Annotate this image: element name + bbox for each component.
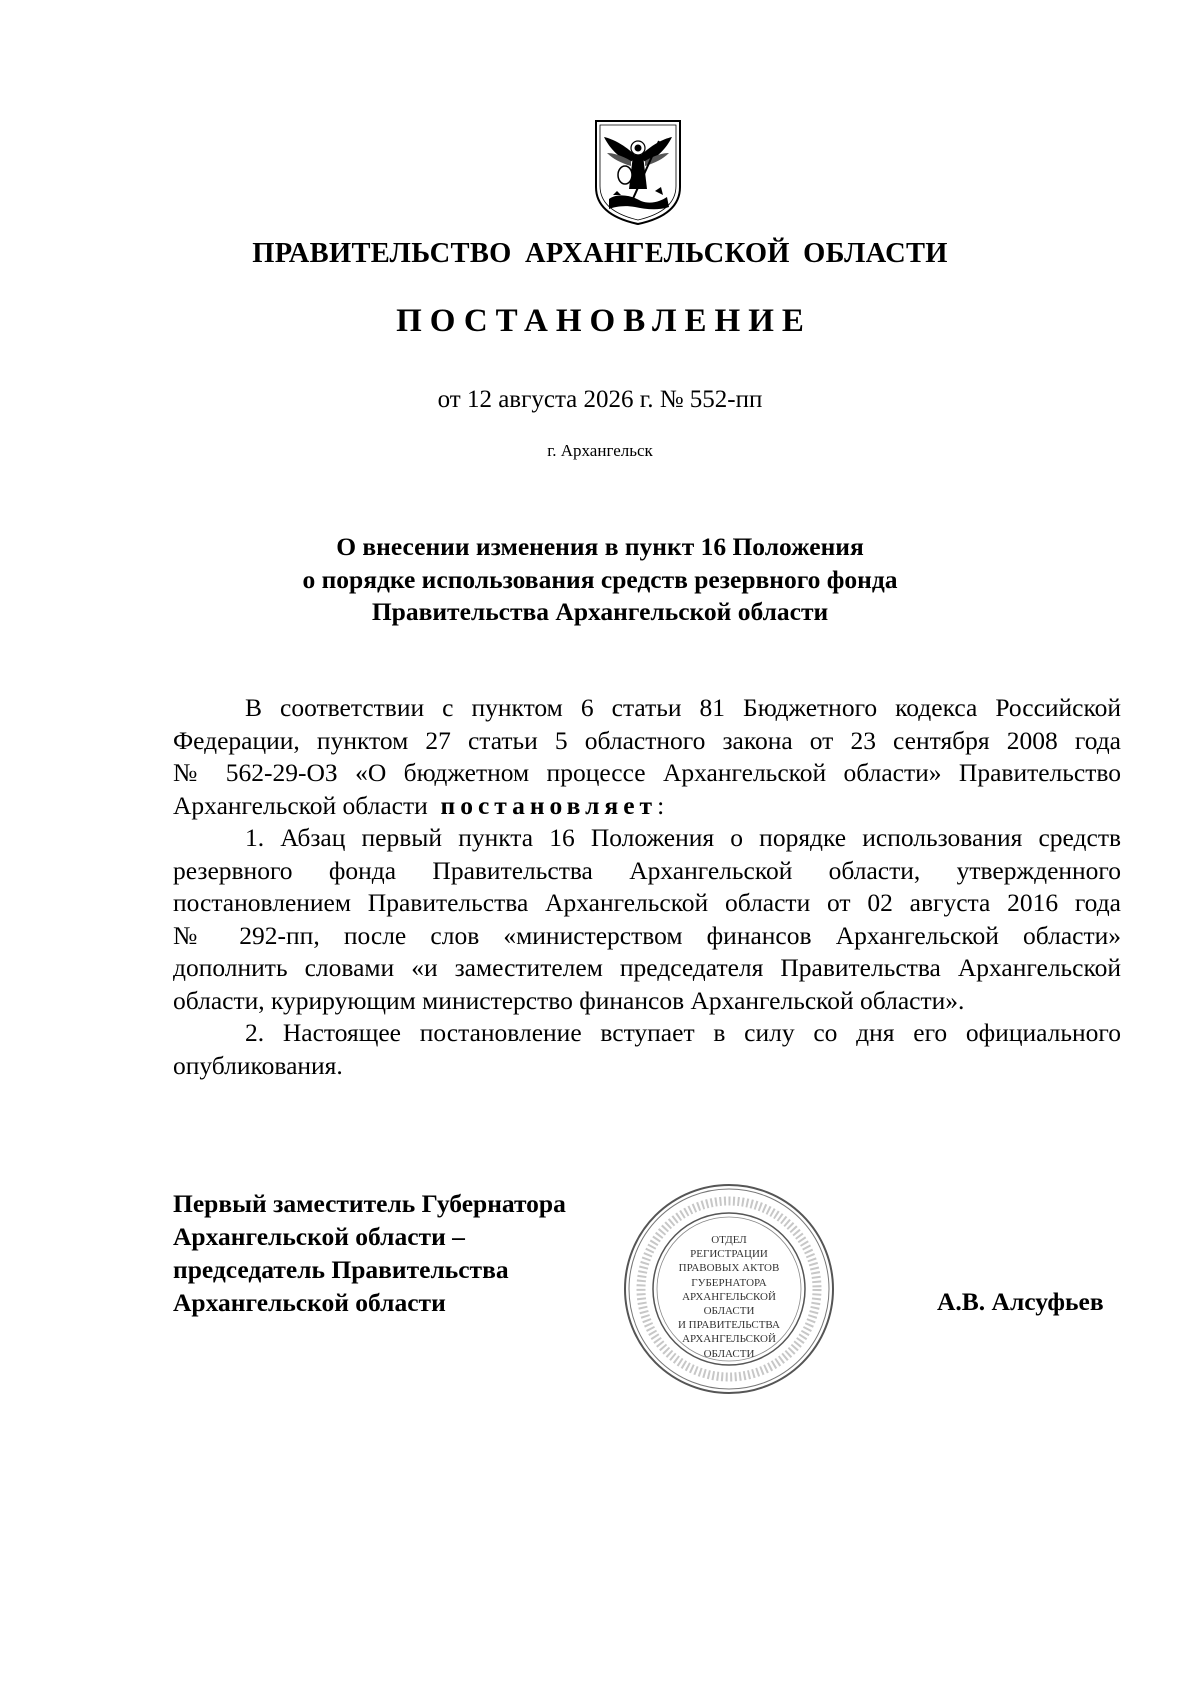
signer-position	[173, 1187, 566, 1319]
body-line: В соответствии с пунктом 6 статьи 81 Бюджетного кодекса Российской	[245, 693, 1121, 722]
document-body	[173, 692, 1121, 1082]
body-line: 2. Настоящее постановление вступает в силу со дня его официального	[245, 1018, 1121, 1047]
signer-position-line: Архангельской области –	[173, 1222, 465, 1251]
document-date-number: от 12 августа 2026 г. № 552-пп	[437, 386, 763, 413]
body-line: № 292-пп, после слов «министерством финансов Архангельской области»	[173, 920, 1121, 950]
organization-name: ПРАВИТЕЛЬСТВО АРХАНГЕЛЬСКОЙ ОБЛАСТИ	[252, 238, 948, 269]
body-text: Архангельской области	[173, 790, 428, 820]
coat-of-arms-icon	[591, 117, 685, 227]
body-line: Федерации, пунктом 27 статьи 5 областного закона от 23 сентября 2008 года	[173, 725, 1121, 755]
body-line: опубликования.	[173, 1050, 343, 1080]
document-city: г. Архангельск	[547, 441, 653, 460]
body-line	[173, 790, 1121, 823]
body-text: :	[657, 790, 665, 820]
official-stamp-icon	[621, 1181, 837, 1397]
body-line: постановлением Правительства Архангельской области от 02 августа 2016 года	[173, 888, 1121, 917]
resolution-keyword: постановляет	[440, 790, 658, 820]
body-line: № 562-29-ОЗ «О бюджетном процессе Архангельской области» Правительство	[173, 758, 1121, 787]
signer-position-line: Первый заместитель Губернатора	[173, 1189, 566, 1218]
signer-position-line: Архангельской области	[173, 1288, 446, 1317]
body-line: резервного фонда Правительства Архангельской области, утвержденного	[173, 855, 1121, 885]
body-line: области, курирующим министерство финансов Архангельской области».	[173, 985, 965, 1015]
title-line: о порядке использования средств резервного фонда	[302, 564, 898, 594]
signer-name: А.В. Алсуфьев	[937, 1287, 1104, 1316]
document-title	[0, 531, 1200, 629]
document-type: ПОСТАНОВЛЕНИЕ	[396, 303, 812, 339]
stamp-center-text: ОТДЕЛ РЕГИСТРАЦИИ ПРАВОВЫХ АКТОВ ГУБЕРНАТОРА АРХАНГЕЛЬСКОЙ ОБЛАСТИ И ПРАВИТЕЛЬСТВА АРХАНГЕЛЬСКОЙ ОБЛАСТИ	[677, 1234, 780, 1360]
signer-position-line: председатель Правительства	[173, 1255, 509, 1284]
body-line: дополнить словами «и заместителем председателя Правительства Архангельской	[173, 953, 1121, 982]
body-line: 1. Абзац первый пункта 16 Положения о порядке использования средств	[245, 823, 1121, 852]
title-line: О внесении изменения в пункт 16 Положения	[336, 532, 864, 561]
title-line: Правительства Архангельской области	[371, 597, 829, 626]
